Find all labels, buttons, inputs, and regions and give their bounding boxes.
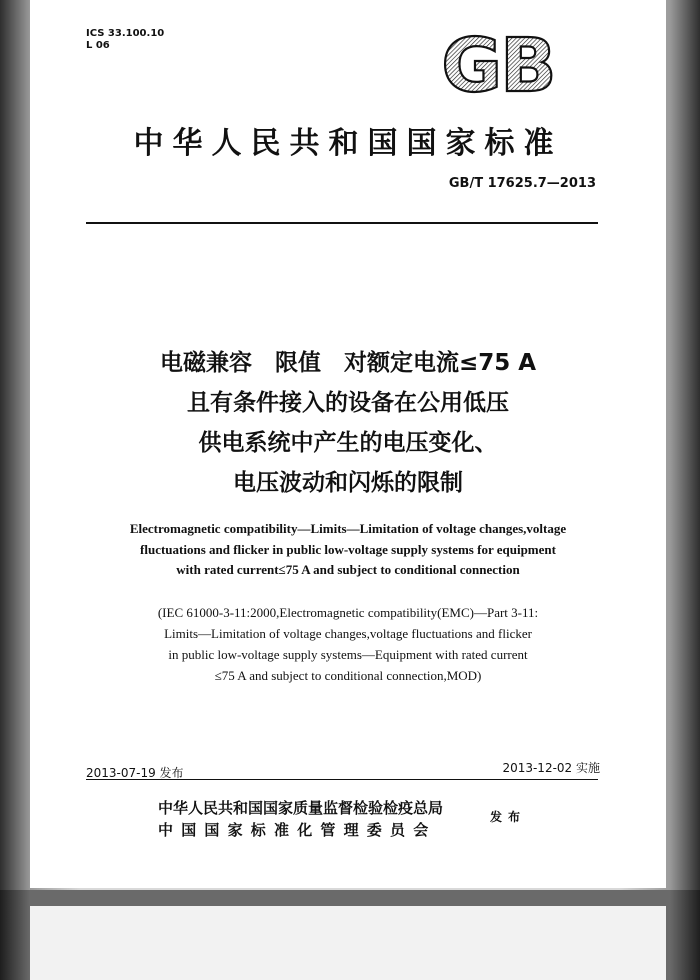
- issuing-authorities: [158, 797, 443, 841]
- classification-codes: [86, 28, 164, 52]
- english-title-line: fluctuations and flicker in public low-voltage supply systems for equipment: [140, 541, 556, 557]
- english-title-line: with rated current≤75 A and subject to conditional connection: [176, 562, 520, 577]
- chinese-title-line: 电磁兼容 限值 对额定电流≤75 A: [159, 350, 537, 376]
- gb-logo: [436, 33, 560, 97]
- iec-reference-line: ≤75 A and subject to conditional connection,MOD): [214, 668, 482, 683]
- standard-number: GB/T 17625.7—2013: [448, 176, 596, 191]
- issue-label: 发布: [490, 810, 527, 824]
- issuer-sac: 中国国家标准化管理委员会: [158, 821, 437, 839]
- document-page: [30, 0, 666, 888]
- implementation-date: 2013-12-02 实施: [502, 761, 600, 775]
- next-page-preview: [30, 906, 666, 980]
- chinese-title-line: 电压波动和闪烁的限制: [233, 470, 463, 496]
- ics-code: ICS 33.100.10: [86, 28, 165, 39]
- gb-logo-text: GB: [441, 33, 555, 97]
- iec-reference-line: (IEC 61000-3-11:2000,Electromagnetic compatibility(EMC)—Part 3-11:: [157, 605, 539, 620]
- iec-reference: [70, 602, 626, 686]
- iec-reference-line: in public low-voltage supply systems—Equipment with rated current: [168, 647, 528, 662]
- issue-date: 2013-07-19 发布: [86, 766, 184, 780]
- english-title-line: Electromagnetic compatibility—Limits—Limitation of voltage changes,voltage: [129, 521, 567, 536]
- iec-reference-line: Limits—Limitation of voltage changes,voltage fluctuations and flicker: [164, 626, 532, 641]
- english-title: [70, 519, 626, 581]
- chinese-title-line: 供电系统中产生的电压变化、: [198, 430, 498, 456]
- footer-divider: [86, 779, 598, 780]
- chinese-title: [30, 343, 666, 503]
- chinese-title-line: 且有条件接入的设备在公用低压: [187, 390, 509, 416]
- issuer-aqsiq: 中华人民共和国国家质量监督检验检疫总局: [158, 799, 444, 817]
- header-divider: [86, 222, 598, 224]
- national-standard-title: 中华人民共和国国家标准: [133, 126, 563, 161]
- ccs-code: L 06: [86, 40, 110, 51]
